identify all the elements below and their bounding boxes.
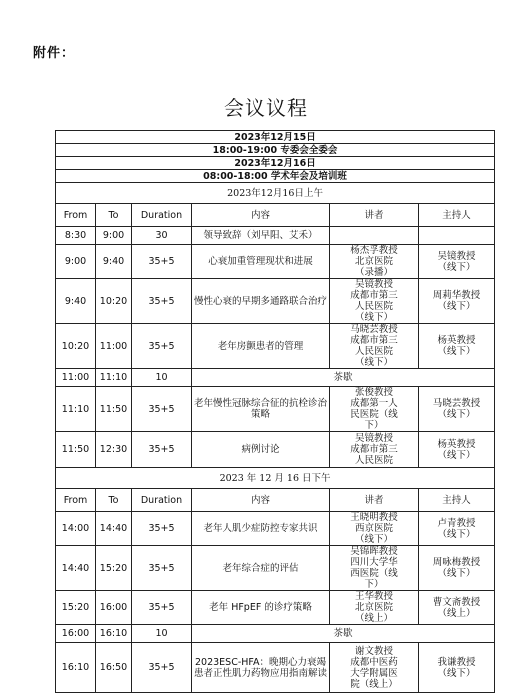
speaker — [330, 546, 419, 591]
time-to: 11:10 — [96, 369, 132, 387]
session-topic: 老年综合症的评估 — [192, 546, 330, 591]
agenda-row — [56, 643, 495, 693]
session-topic: 老年慢性冠脉综合征的抗栓诊治策略 — [192, 387, 330, 432]
time-from: 10:20 — [56, 324, 96, 369]
host-line: 马晓芸教授 — [432, 398, 481, 409]
speaker-line: 院（线上） — [350, 678, 398, 690]
host-line: 我谦教授 — [437, 656, 476, 668]
duration: 35+5 — [132, 432, 192, 468]
time-to: 14:40 — [96, 512, 132, 546]
session-topic: 老年房颤患者的管理 — [192, 324, 330, 369]
session-topic: 老年 HFpEF 的诊疗策略 — [192, 591, 330, 625]
time-from: 14:40 — [56, 546, 96, 591]
host — [419, 432, 495, 468]
host — [419, 512, 495, 546]
time-from: 11:00 — [56, 369, 96, 387]
speaker-line: 西医院（线 — [350, 568, 398, 579]
time-to: 16:10 — [96, 625, 132, 643]
col-from: From — [56, 204, 96, 227]
col-duration: Duration — [132, 489, 192, 512]
speaker — [330, 324, 419, 369]
time-from: 14:00 — [56, 512, 96, 546]
speaker-line: （线上） — [354, 613, 393, 624]
time-to: 16:00 — [96, 591, 132, 625]
speaker — [330, 279, 419, 324]
speaker-line: 人民医院 — [354, 455, 393, 466]
speaker-line: （线下） — [354, 312, 393, 323]
speaker — [330, 643, 419, 693]
speaker-line: 王华教授 — [354, 591, 393, 602]
section-row — [56, 468, 495, 489]
header-row — [56, 157, 495, 170]
host-line: 杨英教授 — [437, 335, 476, 346]
host-line: 周咏梅教授 — [432, 557, 481, 568]
duration: 35+5 — [132, 591, 192, 625]
duration: 35+5 — [132, 546, 192, 591]
agenda-row — [56, 324, 495, 369]
speaker — [330, 227, 419, 245]
duration: 35+5 — [132, 279, 192, 324]
host-line: （线下） — [437, 261, 476, 273]
time-to: 15:20 — [96, 546, 132, 591]
col-content: 内容 — [192, 204, 330, 227]
time-to: 10:20 — [96, 279, 132, 324]
time-from: 15:20 — [56, 591, 96, 625]
duration: 30 — [132, 227, 192, 245]
host-line: 卢青教授 — [437, 517, 476, 529]
speaker — [330, 387, 419, 432]
section-row — [56, 183, 495, 204]
col-host: 主持人 — [419, 204, 495, 227]
header-date-1: 2023年12月15日 — [56, 131, 495, 144]
duration: 35+5 — [132, 245, 192, 279]
time-to: 16:50 — [96, 643, 132, 693]
col-from: From — [56, 489, 96, 512]
speaker — [330, 245, 419, 279]
time-to: 12:30 — [96, 432, 132, 468]
time-to: 9:40 — [96, 245, 132, 279]
host-line: （线下） — [437, 409, 476, 420]
agenda-row — [56, 432, 495, 468]
agenda-row — [56, 245, 495, 279]
speaker-line: 下） — [364, 579, 384, 590]
host-line: 杨英教授 — [437, 438, 476, 450]
col-duration: Duration — [132, 204, 192, 227]
col-speaker: 讲者 — [330, 204, 419, 227]
speaker-line: 成都市第三 — [350, 335, 398, 346]
agenda-row — [56, 512, 495, 546]
agenda-row — [56, 387, 495, 432]
host — [419, 387, 495, 432]
col-content: 内容 — [192, 489, 330, 512]
host-line: （线下） — [437, 449, 476, 461]
speaker-line: 人民医院 — [354, 346, 393, 357]
speaker-line: 四川大学华 — [350, 557, 398, 568]
time-from: 8:30 — [56, 227, 96, 245]
speaker-line: 杨杰孚教授 — [350, 245, 398, 256]
host-line: 周莉华教授 — [432, 290, 481, 301]
host — [419, 227, 495, 245]
speaker-line: 张俊教授 — [354, 387, 393, 398]
host — [419, 591, 495, 625]
host — [419, 245, 495, 279]
time-from: 9:40 — [56, 279, 96, 324]
time-to: 11:50 — [96, 387, 132, 432]
session-topic: 病例讨论 — [192, 432, 330, 468]
time-to: 11:00 — [96, 324, 132, 369]
agenda-table — [55, 130, 495, 693]
host-line: （线下） — [437, 568, 476, 579]
time-from: 11:50 — [56, 432, 96, 468]
host-line: 曹文斋教授 — [432, 596, 481, 608]
session-topic: 慢性心衰的早期多通路联合治疗 — [192, 279, 330, 324]
agenda-row — [56, 227, 495, 245]
host-line: （线下） — [437, 528, 476, 540]
time-from: 11:10 — [56, 387, 96, 432]
break-label: 茶歇 — [192, 625, 495, 643]
session-topic: 领导致辞（刘早阳、艾禾） — [192, 227, 330, 245]
host — [419, 546, 495, 591]
header-date-2: 2023年12月16日 — [56, 157, 495, 170]
col-to: To — [96, 489, 132, 512]
time-to: 9:00 — [96, 227, 132, 245]
speaker-line: 下） — [364, 420, 384, 431]
speaker-line: 成都中医药 — [350, 656, 398, 668]
agenda-body — [56, 131, 495, 693]
host — [419, 643, 495, 693]
speaker-line: 西京医院 — [354, 523, 393, 534]
time-from: 16:10 — [56, 643, 96, 693]
speaker-line: 成都市第三 — [350, 290, 398, 301]
speaker-line: 王晓明教授 — [350, 512, 398, 523]
speaker-line: 吴镜教授 — [354, 433, 393, 444]
column-header-row — [56, 489, 495, 512]
header-time-1: 18:00-19:00 专委会全委会 — [56, 144, 495, 157]
session-topic: 2023ESC-HFA：晚期心力衰竭患者正性肌力药物应用指南解读 — [192, 643, 330, 693]
speaker-line: 北京医院 — [354, 256, 393, 267]
attachment-label: 附件： — [33, 46, 76, 61]
speaker-line: 大学附属医 — [350, 667, 398, 679]
host — [419, 324, 495, 369]
host-line: （线下） — [437, 301, 476, 312]
speaker-line: 成都市第三 — [350, 444, 398, 455]
section-title: 2023年12月16日上午 — [56, 183, 495, 204]
duration: 35+5 — [132, 512, 192, 546]
speaker-line: （线下） — [354, 357, 393, 368]
agenda-row — [56, 546, 495, 591]
time-from: 16:00 — [56, 625, 96, 643]
speaker-line: 人民医院 — [354, 301, 393, 312]
speaker-line: 民医院（线 — [350, 409, 398, 420]
header-row — [56, 170, 495, 183]
speaker — [330, 432, 419, 468]
session-topic: 心衰加重管理现状和进展 — [192, 245, 330, 279]
speaker-line: 马晓芸教授 — [350, 324, 398, 335]
speaker-line: （线下） — [354, 534, 393, 545]
duration: 35+5 — [132, 324, 192, 369]
page-title: 会议议程 — [224, 96, 308, 120]
speaker-line: 吴镜教授 — [354, 279, 393, 290]
break-label: 茶歇 — [192, 369, 495, 387]
host-line: （线下） — [437, 346, 476, 357]
duration: 10 — [132, 369, 192, 387]
session-topic: 老年人肌少症防控专家共识 — [192, 512, 330, 546]
header-time-2: 08:00-18:00 学术年会及培训班 — [56, 170, 495, 183]
speaker-line: 吴锦晖教授 — [350, 546, 398, 557]
col-host: 主持人 — [419, 489, 495, 512]
section-title: 2023 年 12 月 16 日下午 — [56, 468, 495, 489]
agenda-row — [56, 591, 495, 625]
header-row — [56, 131, 495, 144]
col-speaker: 讲者 — [330, 489, 419, 512]
host — [419, 279, 495, 324]
speaker-line: 北京医院 — [354, 602, 393, 613]
speaker-line: 谢文教授 — [354, 645, 393, 657]
break-row — [56, 369, 495, 387]
speaker-line: 成都第一人 — [350, 398, 398, 409]
agenda-row — [56, 279, 495, 324]
speaker — [330, 591, 419, 625]
time-from: 9:00 — [56, 245, 96, 279]
speaker-line: （录播） — [354, 267, 393, 278]
host-line: 吴镜教授 — [437, 250, 476, 262]
col-to: To — [96, 204, 132, 227]
duration: 35+5 — [132, 643, 192, 693]
host-line: （线下） — [437, 667, 476, 679]
duration: 10 — [132, 625, 192, 643]
column-header-row — [56, 204, 495, 227]
speaker — [330, 512, 419, 546]
duration: 35+5 — [132, 387, 192, 432]
host-line: （线上） — [437, 607, 476, 619]
header-row — [56, 144, 495, 157]
break-row — [56, 625, 495, 643]
